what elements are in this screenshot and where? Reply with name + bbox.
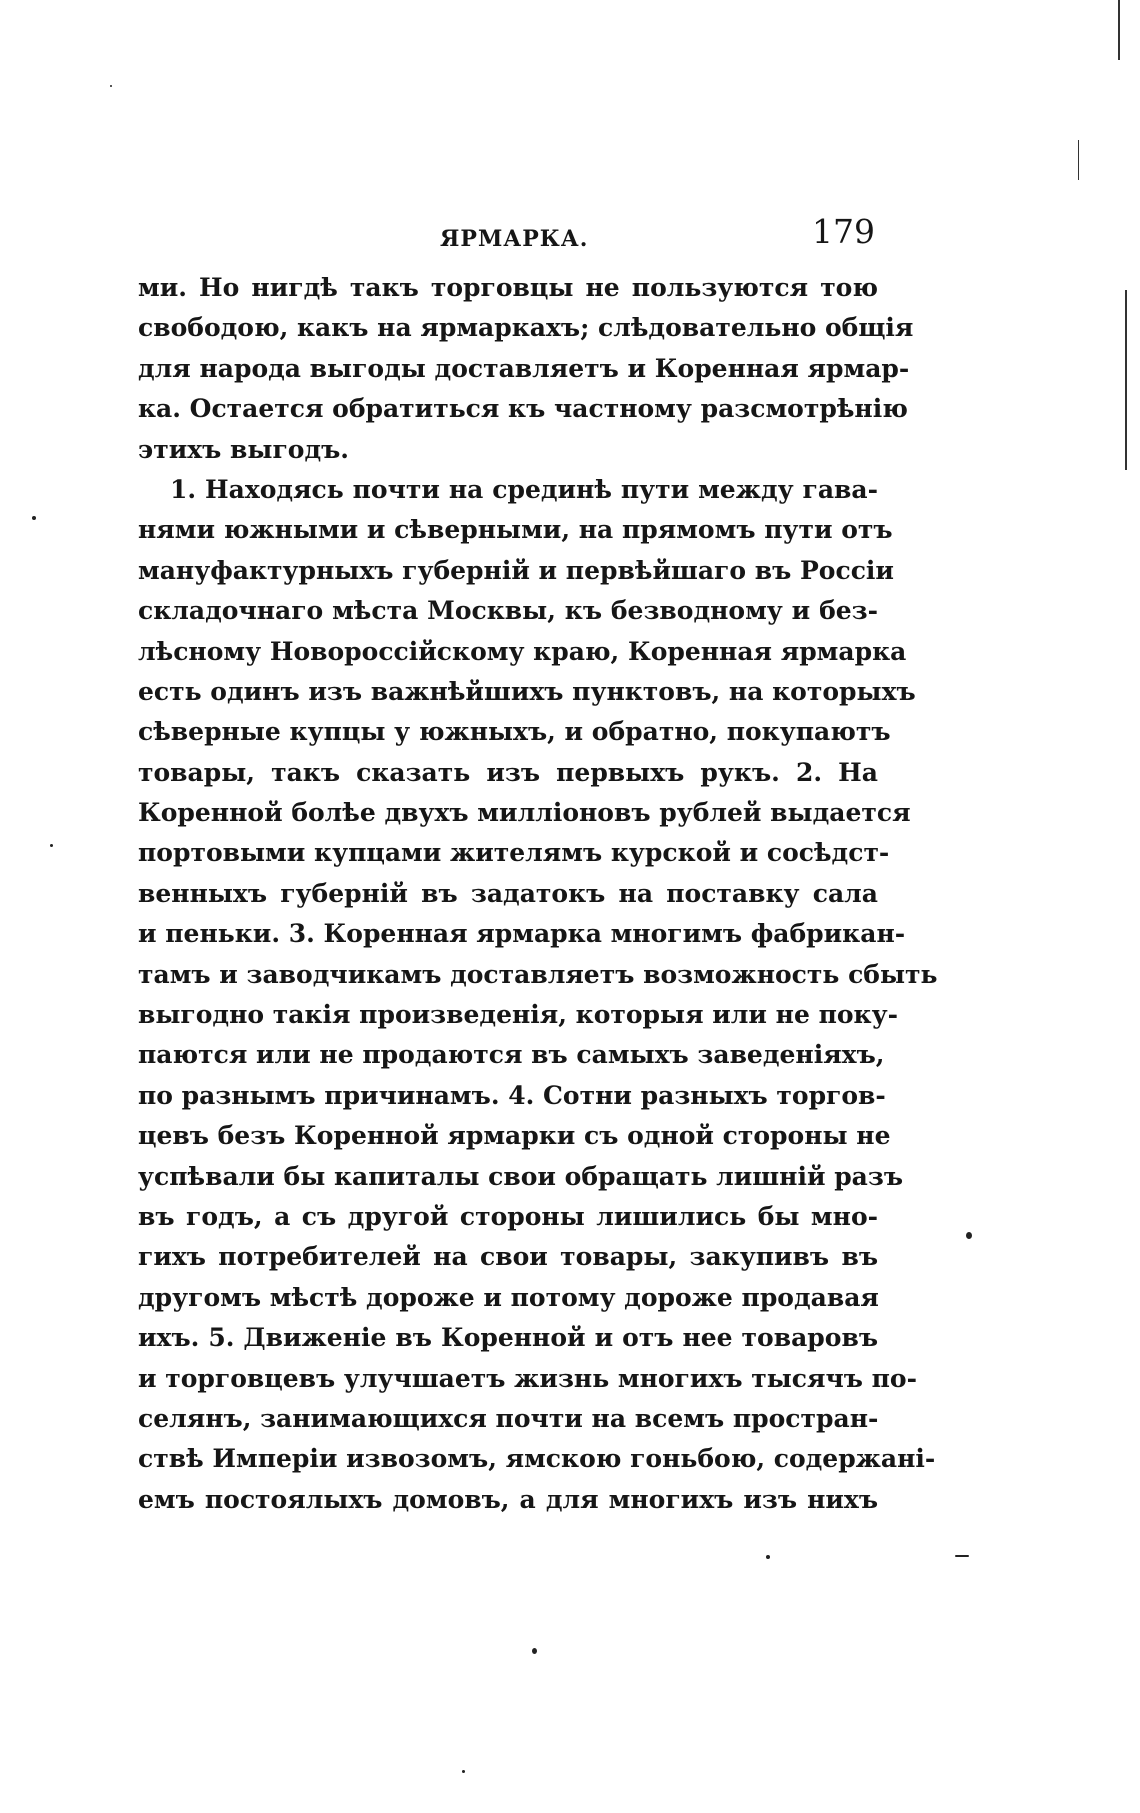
text-line: свободою, какъ на ярмаркахъ; слѣдовательно общія bbox=[138, 313, 914, 343]
text-line: успѣвали бы капиталы свои обращать лишній разъ bbox=[138, 1161, 904, 1191]
text-line: по разнымъ причинамъ. 4. Сотни разныхъ торгов- bbox=[138, 1080, 886, 1110]
text-line: для народа выгоды доставляетъ и Коренная ярмар- bbox=[138, 353, 910, 383]
page-number: 179 bbox=[812, 212, 875, 251]
text-line: ихъ. 5. Движеніе въ Коренной и отъ нее товаровъ bbox=[138, 1323, 878, 1353]
text-line: въ годъ, а съ другой стороны лишились бы мно- bbox=[138, 1201, 878, 1231]
running-head: ЯРМАРКА. bbox=[440, 226, 589, 252]
text-line: и торговцевъ улучшаетъ жизнь многихъ тысячъ по- bbox=[138, 1363, 917, 1393]
scan-speck bbox=[532, 1648, 537, 1654]
scan-speck bbox=[966, 1232, 972, 1239]
text-line: лѣсному Новороссійскому краю, Коренная ярмарка bbox=[138, 636, 907, 666]
scan-edge-mark bbox=[1118, 0, 1120, 60]
text-line: венныхъ губерній въ задатокъ на поставку сала bbox=[138, 878, 878, 908]
text-line: товары, такъ сказать изъ первыхъ рукъ. 2. На bbox=[138, 757, 878, 787]
text-line: выгодно такія произведенія, которыя или не поку- bbox=[138, 1000, 898, 1030]
text-line: цевъ безъ Коренной ярмарки съ одной стороны не bbox=[138, 1121, 891, 1151]
scan-speck bbox=[766, 1555, 770, 1559]
scan-speck bbox=[32, 516, 36, 520]
text-line: есть одинъ изъ важнѣйшихъ пунктовъ, на которыхъ bbox=[138, 676, 916, 706]
text-line: Коренной болѣе двухъ милліоновъ рублей выдается bbox=[138, 798, 911, 828]
text-line: паются или не продаются въ самыхъ заведеніяхъ, bbox=[138, 1040, 885, 1070]
text-line: ми. Но нигдѣ такъ торговцы не пользуются тою bbox=[138, 273, 878, 302]
scan-edge-mark bbox=[1125, 290, 1127, 470]
text-line: селянъ, занимающихся почти на всемъ простран- bbox=[138, 1403, 879, 1433]
text-line: нями южными и сѣверными, на прямомъ пути отъ bbox=[138, 515, 893, 545]
text-line: тамъ и заводчикамъ доставляетъ возможность сбыть bbox=[138, 959, 938, 989]
page-header bbox=[140, 212, 875, 262]
text-line: портовыми купцами жителямъ курской и сосѣдст- bbox=[138, 838, 890, 868]
text-line: другомъ мѣстѣ дороже и потому дороже продавая bbox=[138, 1282, 879, 1312]
text-line: мануфактурныхъ губерній и первѣйшаго въ Россіи bbox=[138, 555, 894, 585]
text-line: ка. Остается обратиться къ частному разсмотрѣнію bbox=[138, 394, 908, 424]
text-line: и пеньки. 3. Коренная ярмарка многимъ фабрикан- bbox=[138, 919, 906, 949]
scan-speck bbox=[955, 1555, 969, 1557]
text-line: складочнаго мѣста Москвы, къ безводному и без- bbox=[138, 596, 878, 626]
body-text bbox=[138, 268, 938, 1520]
text-line: этихъ выгодъ. bbox=[138, 434, 350, 464]
scan-speck bbox=[462, 1770, 465, 1773]
text-line: ствѣ Имперіи извозомъ, ямскою гоньбою, содержані- bbox=[138, 1444, 936, 1474]
scan-speck bbox=[50, 844, 53, 847]
text-line: гихъ потребителей на свои товары, закупивъ въ bbox=[138, 1242, 878, 1272]
scan-edge-mark bbox=[1078, 140, 1079, 180]
text-line: сѣверные купцы у южныхъ, и обратно, покупаютъ bbox=[138, 717, 891, 747]
text-line: емъ постоялыхъ домовъ, а для многихъ изъ нихъ bbox=[138, 1484, 878, 1514]
scan-speck bbox=[110, 85, 112, 87]
text-line: 1. Находясь почти на срединѣ пути между гава- bbox=[170, 474, 878, 504]
